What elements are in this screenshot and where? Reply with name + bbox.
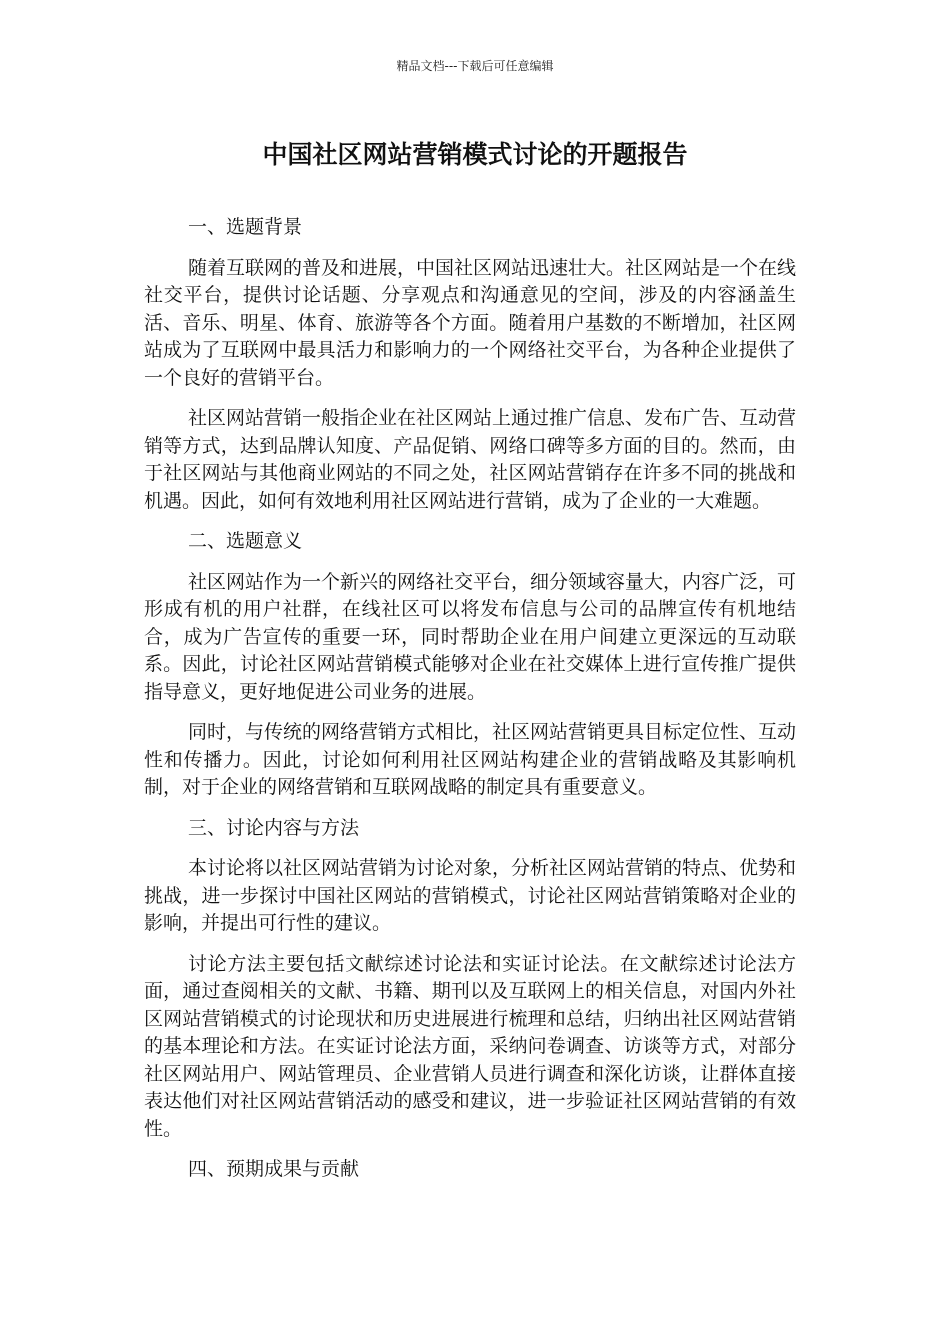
paragraph: 社区网站营销一般指企业在社区网站上通过推广信息、发布广告、互动营销等方式，达到品牌认知度、产品促销、网络口碑等多方面的目的。然而，由于社区网站与其他商业网站的不同之处，社区网站营销存在许多不同的挑战和机遇。因此，如何有效地利用社区网站进行营销，成为了企业的一大难题。 bbox=[144, 407, 797, 512]
paragraph: 本讨论将以社区网站营销为讨论对象，分析社区网站营销的特点、优势和挑战，进一步探讨中国社区网站的营销模式，讨论社区网站营销策略对企业的影响，并提出可行性的建议。 bbox=[144, 857, 797, 934]
section-heading: 二、选题意义 bbox=[188, 530, 303, 552]
paragraph: 社区网站作为一个新兴的网络社交平台，细分领域容量大，内容广泛，可形成有机的用户社群，在线社区可以将发布信息与公司的品牌宣传有机地结合，成为广告宣传的重要一环，同时帮助企业在用户间建立更深远的互动联系。因此，讨论社区网站营销模式能够对企业在社交媒体上进行宣传推广提供指导意义，更好地促进公司业务的进展。 bbox=[144, 570, 797, 703]
document-body bbox=[144, 214, 796, 1197]
paragraph: 同时，与传统的网络营销方式相比，社区网站营销更具目标定位性、互动性和传播力。因此，讨论如何利用社区网站构建企业的营销战略及其影响机制，对于企业的网络营销和互联网战略的制定具有重要意义。 bbox=[144, 721, 797, 798]
page-header-watermark: 精品文档---下载后可任意编辑 bbox=[396, 59, 554, 73]
section-content-methods bbox=[144, 815, 796, 1144]
document-title: 中国社区网站营销模式讨论的开题报告 bbox=[262, 140, 688, 169]
section-heading: 四、预期成果与贡献 bbox=[188, 1158, 360, 1180]
paragraph: 随着互联网的普及和进展，中国社区网站迅速壮大。社区网站是一个在线社交平台，提供讨论话题、分享观点和沟通意见的空间，涉及的内容涵盖生活、音乐、明星、体育、旅游等各个方面。随着用户基数的不断增加，社区网站成为了互联网中最具活力和影响力的一个网络社交平台，为各种企业提供了一个良好的营销平台。 bbox=[144, 256, 797, 389]
section-heading: 一、选题背景 bbox=[188, 216, 303, 238]
section-heading: 三、讨论内容与方法 bbox=[188, 816, 360, 839]
section-expected-results bbox=[144, 1156, 796, 1184]
section-background bbox=[144, 214, 796, 515]
section-significance bbox=[144, 528, 796, 802]
paragraph: 讨论方法主要包括文献综述讨论法和实证讨论法。在文献综述讨论法方面，通过查阅相关的文献、书籍、期刊以及互联网上的相关信息，对国内外社区网站营销模式的讨论现状和历史进展进行梳理和总结，归纳出社区网站营销的基本理论和方法。在实证讨论法方面，采纳问卷调查、访谈等方式，对部分社区网站用户、网站管理员、企业营销人员进行调查和深化访谈，让群体直接表达他们对社区网站营销活动的感受和建议，进一步验证社区网站营销的有效性。 bbox=[144, 952, 796, 1140]
